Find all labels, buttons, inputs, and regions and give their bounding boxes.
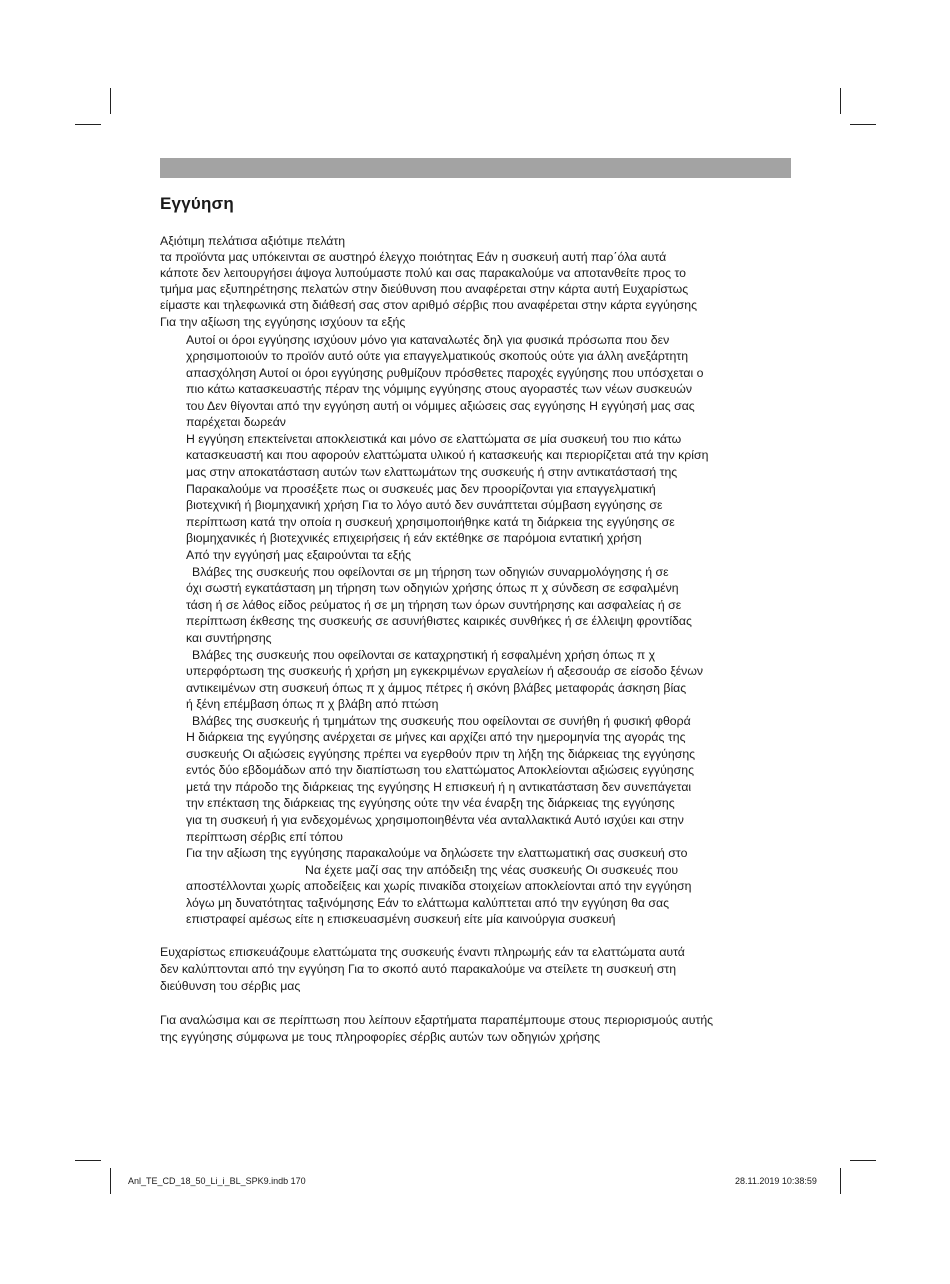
- text-line: του Δεν θίγονται από την εγγύηση αυτή οι νόμιμες αξιώσεις σας εγγύησης Η εγγύησή μας σας: [186, 399, 695, 413]
- text-line: περίπτωση σέρβις επί τόπου: [186, 830, 344, 844]
- text-line: μετά την πάροδο της διάρκειας της εγγύησης Η επισκευή ή η αντικατάσταση δεν συνεπάγεται: [186, 780, 692, 794]
- text-line: είμαστε και τηλεφωνικά στη διάθεσή σας στον αριθμό σέρβις που αναφέρεται στην κάρτα εγγύησης: [160, 298, 698, 312]
- text-line: υπερφόρτωση της συσκευής ή χρήση μη εγκεκριμένων εργαλείων ή αξεσουάρ σε είσοδο ξένων: [186, 664, 704, 678]
- crop-mark: [850, 124, 876, 125]
- text-line: χρησιμοποιούν το προϊόν αυτό ούτε για επαγγελματικούς σκοπούς ούτε για άλλη ανεξάρτητη: [186, 349, 689, 363]
- text-line: Να έχετε μαζί σας την απόδειξη της νέας συσκευής Οι συσκευές που: [305, 863, 679, 877]
- text-line: Από την εγγύησή μας εξαιρούνται τα εξής: [186, 548, 412, 562]
- text-line: και συντήρησης: [186, 631, 272, 645]
- text-line: Για την αξίωση της εγγύησης ισχύουν τα εξής: [160, 315, 406, 329]
- page-title: Εγγύηση: [160, 194, 234, 213]
- text-line: διεύθυνση του σέρβις μας: [160, 979, 301, 993]
- crop-mark: [840, 88, 841, 114]
- text-line: την επέκταση της διάρκειας της εγγύησης ούτε την νέα έναρξη της διάρκειας της εγγύησης: [186, 796, 675, 810]
- text-line: παρέχεται δωρεάν: [186, 415, 286, 429]
- text-line: επιστραφεί αμέσως είτε η επισκευασμένη συσκευή είτε μία καινούργια συσκευή: [186, 912, 616, 926]
- crop-mark: [110, 88, 111, 114]
- text-line: όχι σωστή εγκατάσταση μη τήρηση των οδηγιών χρήσης όπως π χ σύνδεση σε εσφαλμένη: [186, 581, 679, 595]
- text-line: Η διάρκεια της εγγύησης ανέρχεται σε μήνες και αρχίζει από την ημερομηνία της αγοράς της: [186, 730, 686, 744]
- header-bar: [160, 158, 791, 178]
- text-line: αντικειμένων στη συσκευή όπως π χ άμμος πέτρες ή σκόνη βλάβες μεταφοράς άσκηση βίας: [186, 681, 687, 695]
- crop-mark: [850, 1160, 876, 1161]
- text-line: περίπτωση έκθεσης της συσκευής σε ασυνήθιστες καιρικές συνθήκες ή σε έλλειψη φροντίδας: [186, 614, 692, 628]
- text-line: κατασκευαστή και που αφορούν ελαττώματα υλικού ή κατασκευής και περιορίζεται ατά την κρίση: [186, 448, 709, 462]
- text-line: Αξιότιμη πελάτισα αξιότιμε πελάτη: [160, 234, 346, 248]
- crop-mark: [110, 1168, 111, 1194]
- footer-timestamp: 28.11.2019 10:38:59: [735, 1176, 817, 1186]
- text-line: Βλάβες της συσκευής που οφείλονται σε καταχρηστική ή εσφαλμένη χρήση όπως π χ: [192, 648, 656, 662]
- footer-file-info: Anl_TE_CD_18_50_Li_i_BL_SPK9.indb 170: [128, 1176, 306, 1186]
- text-line: τα προϊόντα μας υπόκεινται σε αυστηρό έλεγχο ποιότητας Εάν η συσκευή αυτή παρ΄όλα αυτά: [160, 250, 667, 264]
- text-line: βιομηχανικές ή βιοτεχνικές επιχειρήσεις ή εάν εκτέθηκε σε παρόμοια εντατική χρήση: [186, 531, 642, 545]
- text-line: Ευχαρίστως επισκευάζουμε ελαττώματα της συσκευής έναντι πληρωμής εάν τα ελαττώματα αυτά: [160, 945, 685, 959]
- text-line: για τη συσκευή ή για ενδεχομένως χρησιμοποιηθέντα νέα ανταλλακτικά Αυτό ισχύει και στην: [186, 813, 684, 827]
- text-line: Αυτοί οι όροι εγγύησης ισχύουν μόνο για καταναλωτές δηλ για φυσικά πρόσωπα που δεν: [186, 333, 670, 347]
- text-line: Βλάβες της συσκευής που οφείλονται σε μη τήρηση των οδηγιών συναρμολόγησης ή σε: [192, 565, 669, 579]
- text-line: της εγγύησης σύμφωνα με τους πληροφορίες σέρβις αυτών των οδηγιών χρήσης: [160, 1030, 601, 1044]
- text-line: πιο κάτω κατασκευαστής πέραν της νόμιμης εγγύησης στους αγοραστές των νέων συσκευών: [186, 382, 693, 396]
- text-line: Για την αξίωση της εγγύησης παρακαλούμε να δηλώσετε την ελαττωματική σας συσκευή στο: [186, 846, 688, 860]
- text-line: Βλάβες της συσκευής ή τμημάτων της συσκευής που οφείλονται σε συνήθη ή φυσική φθορά: [192, 714, 691, 728]
- text-line: Η εγγύηση επεκτείνεται αποκλειστικά και μόνο σε ελαττώματα σε μία συσκευή του πιο κάτω: [186, 432, 682, 446]
- text-line: περίπτωση κατά την οποία η συσκευή χρησιμοποιήθηκε κατά τη διάρκεια της εγγύησης σε: [186, 515, 675, 529]
- crop-mark: [840, 1168, 841, 1194]
- text-line: εντός δύο εβδομάδων από την διαπίστωση του ελαττώματος Αποκλείονται αξιώσεις εγγύησης: [186, 763, 694, 777]
- text-line: τάση ή σε λάθος είδος ρεύματος ή σε μη τήρηση των όρων συντήρησης και ασφαλείας ή σε: [186, 598, 682, 612]
- text-line: βιοτεχνική ή βιομηχανική χρήση Για το λόγο αυτό δεν συνάπτεται σύμβαση εγγύησης σε: [186, 498, 663, 512]
- text-line: κάποτε δεν λειτουργήσει άψογα λυπούμαστε πολύ και σας παρακαλούμε να αποτανθείτε προς το: [160, 266, 686, 280]
- text-line: δεν καλύπτονται από την εγγύηση Για το σκοπό αυτό παρακαλούμε να στείλετε τη συσκευή στη: [160, 962, 677, 976]
- text-line: Για αναλώσιμα και σε περίπτωση που λείπουν εξαρτήματα παραπέμπουμε στους περιορισμούς αυτής: [160, 1013, 714, 1027]
- text-line: ή ξένη επέμβαση όπως π χ βλάβη από πτώση: [186, 697, 439, 711]
- text-line: Παρακαλούμε να προσέξετε πως οι συσκευές μας δεν προορίζονται για επαγγελματική: [186, 482, 656, 496]
- text-line: μας στην αποκατάσταση αυτών των ελαττωμάτων της συσκευής ή στην αντικατάστασή της: [186, 465, 678, 479]
- text-line: τμήμα μας εξυπηρέτησης πελατών στην διεύθυνση που αναφέρεται στην κάρτα αυτή Ευχαρίστως: [160, 282, 689, 296]
- text-line: συσκευής Οι αξιώσεις εγγύησης πρέπει να εγερθούν πριν τη λήξη της διάρκειας της εγγύησης: [186, 747, 696, 761]
- crop-mark: [75, 124, 101, 125]
- crop-mark: [75, 1160, 101, 1161]
- text-line: λόγω μη δυνατότητας ταξινόμησης Εάν το ελάττωμα καλύπτεται από την εγγύηση θα σας: [186, 896, 670, 910]
- text-line: αποστέλλονται χωρίς αποδείξεις και χωρίς πινακίδα στοιχείων αποκλείονται από την εγγύηση: [186, 879, 692, 893]
- text-line: απασχόληση Αυτοί οι όροι εγγύησης ρυθμίζουν πρόσθετες παροχές εγγύησης που υπόσχεται ο: [186, 366, 704, 380]
